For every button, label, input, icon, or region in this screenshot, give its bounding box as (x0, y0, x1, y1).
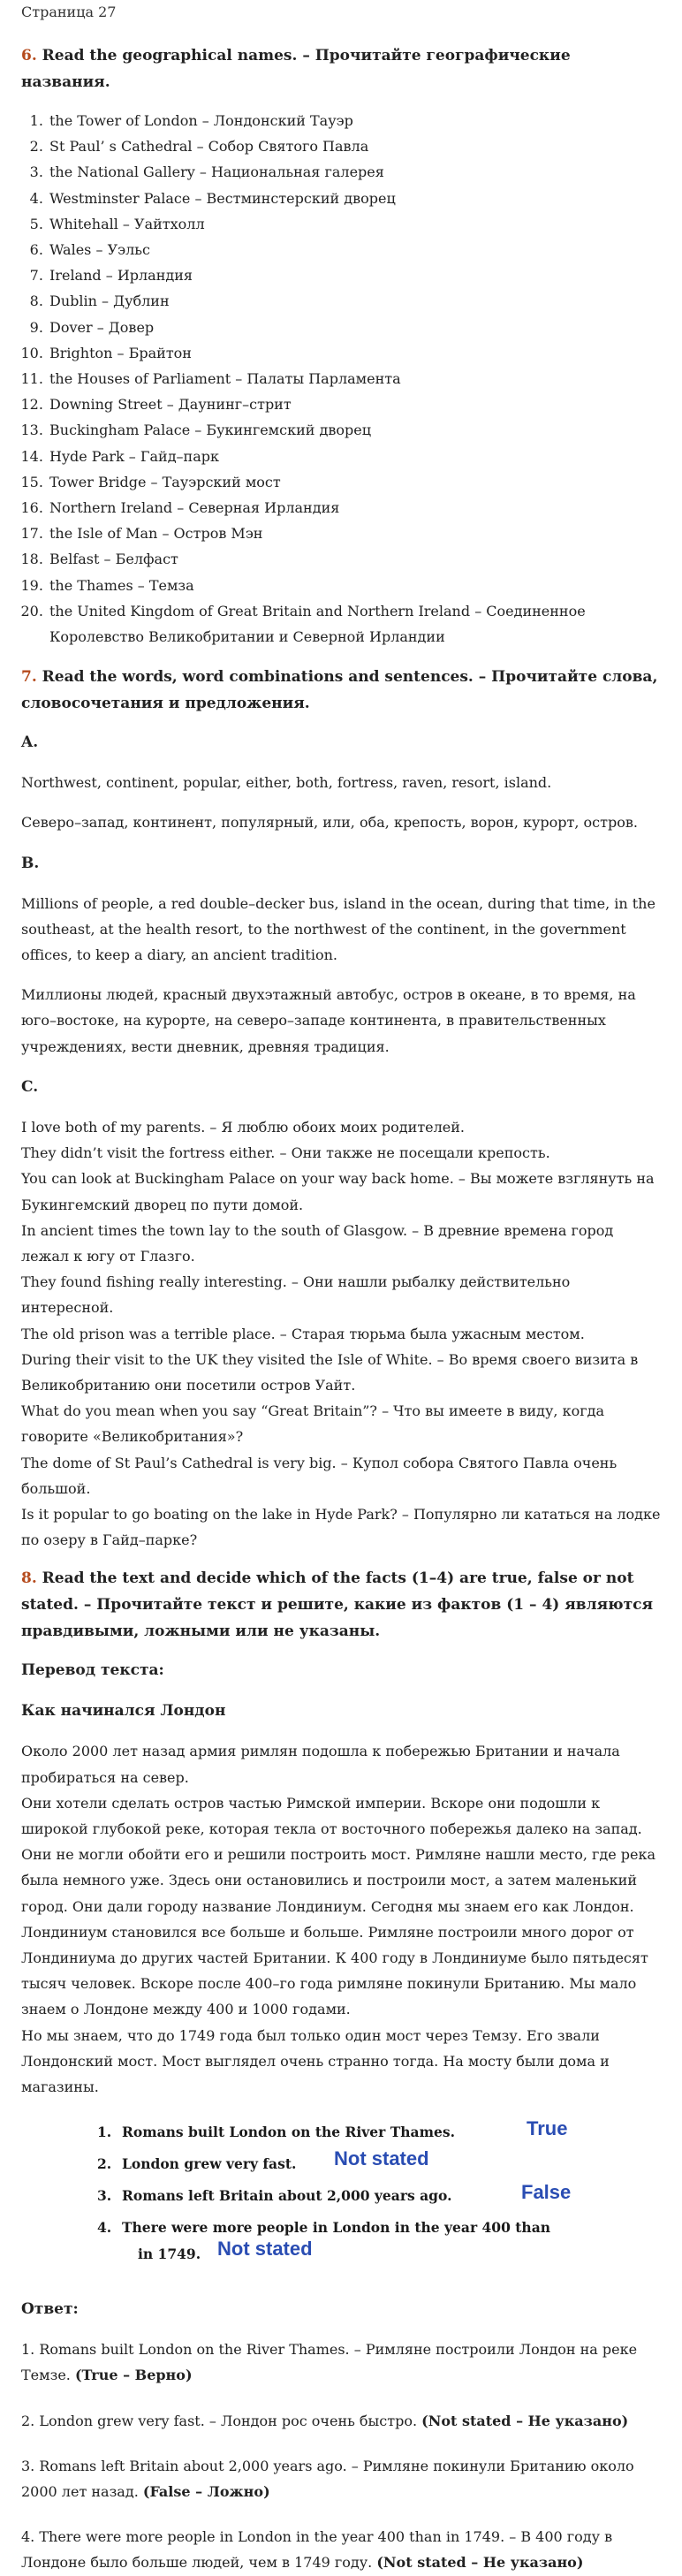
task7-title (21, 664, 661, 717)
list-item: 18. Belfast – Белфаст (48, 546, 661, 572)
story-paragraph: Но мы знаем, что до 1749 года был только один мост через Темзу. Его звали Лондонский мост. Мост выглядел очень странно тогда. На мосту были дома и магазины. (21, 2026, 610, 2095)
list-item: 2. St Paul’ s Cathedral – Собор Святого Павла (48, 133, 661, 159)
section-b-english: Millions of people, a red double–decker bus, island in the ocean, during that time, in the southeast, at the health resort, to the northwest of the continent, in the government offices, to keep a diary, an ancient tradition. (21, 894, 655, 964)
list-item: 3. the National Gallery – Национальная галерея (48, 159, 661, 185)
list-item: 10. Brighton – Брайтон (48, 340, 661, 366)
task8-number: 8. (21, 1569, 37, 1588)
fact-item: 1. Romans built London on the River Thames. (97, 2124, 455, 2141)
list-item: 14. Hyde Park – Гайд–парк (48, 444, 661, 469)
sentence-line: They found fishing really interesting. – Они нашли рыбалку действительно интересной. (21, 1273, 571, 1317)
list-item: 12. Downing Street – Даунинг–стрит (48, 391, 661, 417)
fact-answer-handwritten: Not stated (217, 2238, 313, 2261)
facts-worksheet (21, 2112, 661, 2276)
fact-answer-handwritten: Not stated (334, 2147, 429, 2170)
story-title: Как начинался Лондон (21, 1702, 226, 1721)
sentence-line: The dome of St Paul’s Cathedral is very big. – Купол собора Святого Павла очень большой. (21, 1454, 618, 1497)
task8-title-text: Read the text and decide which of the facts (1–4) are true, false or not stated. – Прочитайте текст и решите, какие из фактов (1 – 4) являются правдивыми, ложными или не указаны. (21, 1569, 654, 1641)
sentence-line: Is it popular to go boating on the lake in Hyde Park? – Популярно ли кататься на лодке по озеру в Гайд–парке? (21, 1505, 661, 1549)
section-c-sentences (21, 1114, 661, 1553)
list-item: 19. the Thames – Темза (48, 573, 661, 598)
list-item: 9. Dover – Довер (48, 315, 661, 340)
answer-item: 4. There were more people in London in the year 400 than in 1749. – В 400 году в Лондоне было больше людей, чем в 1749 году. (Not stated – Не указано) (21, 2528, 613, 2572)
sentence-line: I love both of my parents. – Я люблю обоих моих родителей. (21, 1118, 466, 1136)
task6-title-text: Read the geographical names. – Прочитайте географические названия. (21, 47, 571, 91)
fact-item: 2. London grew very fast. (97, 2155, 297, 2173)
list-item: 15. Tower Bridge – Тауэрский мост (48, 469, 661, 495)
list-item: 17. the Isle of Man – Остров Мэн (48, 521, 661, 546)
fact-answer-handwritten: False (521, 2181, 572, 2204)
list-item: 20. the United Kingdom of Great Britain and Northern Ireland – Соединенное Королевство Великобритании и Северной Ирландии (48, 598, 661, 650)
section-b-label: B. (21, 854, 40, 872)
sentence-line: You can look at Buckingham Palace on your way back home. – Вы можете взглянуть на Букингемский дворец по пути домой. (21, 1170, 655, 1213)
section-a-label: A. (21, 733, 39, 752)
task6-number: 6. (21, 47, 37, 65)
list-item: 8. Dublin – Дублин (48, 288, 661, 314)
fact-answer-handwritten: True (527, 2117, 568, 2140)
list-item: 7. Ireland – Ирландия (48, 262, 661, 288)
task7-number: 7. (21, 668, 37, 687)
fact-item-continuation: in 1749. (138, 2245, 201, 2263)
list-item: 4. Westminster Palace – Вестминстерский дворец (48, 186, 661, 211)
section-a-english: Northwest, continent, popular, either, both, fortress, raven, resort, island. (21, 774, 552, 792)
geographical-names-list (21, 108, 661, 650)
answer-item: 2. London grew very fast. – Лондон рос очень быстро. (Not stated – Не указано) (21, 2412, 629, 2429)
translation-label: Перевод текста: (21, 1661, 164, 1680)
fact-item: 3. Romans left Britain about 2,000 years ago. (97, 2187, 452, 2205)
list-item: 13. Buckingham Palace – Букингемский дворец (48, 417, 661, 443)
list-item: 6. Wales – Уэльс (48, 237, 661, 262)
sentence-line: What do you mean when you say “Great Britain”? – Что вы имеете в виду, когда говорите «Великобритания»? (21, 1402, 604, 1446)
task7-title-text: Read the words, word combinations and sentences. – Прочитайте слова, словосочетания и предложения. (21, 668, 658, 713)
answer-item: 3. Romans left Britain about 2,000 years ago. – Римляне покинули Британию около 2000 лет назад. (False – Ложно) (21, 2457, 634, 2500)
task6-title (21, 42, 661, 95)
answer-label: Ответ: (21, 2300, 79, 2319)
sentence-line: In ancient times the town lay to the south of Glasgow. – В древние времена город лежал к югу от Глазго. (21, 1221, 614, 1265)
section-a-russian: Северо–запад, континент, популярный, или, оба, крепость, ворон, курорт, остров. (21, 814, 638, 832)
list-item: 16. Northern Ireland – Северная Ирландия (48, 495, 661, 521)
sentence-line: The old prison was a terrible place. – Старая тюрьма была ужасным местом. (21, 1325, 585, 1342)
section-b-russian: Миллионы людей, красный двухэтажный автобус, остров в океане, в то время, на юго–востоке, на курорте, на северо–западе континента, в правительственных учреждениях, вести дневник, древняя традиция. (21, 986, 636, 1055)
page-number: Страница 27 (21, 4, 117, 20)
task8-title (21, 1565, 661, 1645)
story-paragraph: Они хотели сделать остров частью Римской империи. Вскоре они подошли к широкой глубокой реке, которая текла от восточного побережья далеко на запад. Они не могли обойти его и решили построить мост. Римляне нашли место, где река была немного уже. Здесь они остановились и построили мост, а затем маленький город. Они дали городу название Лондиниум. Сегодня мы знаем его как Лондон. Лондиниум становился все больше и больше. Римляне построили много дорог от Лондиниума до других частей Британии. К 400 году в Лондиниуме было пятьдесят тысяч человек. Вскоре после 400–го года римляне покинули Британию. Мы мало знаем о Лондоне между 400 и 1000 годами. (21, 1794, 656, 2018)
story-text (21, 1738, 661, 2100)
fact-item: 4. There were more people in London in the year 400 than (97, 2219, 551, 2237)
sentence-line: During their visit to the UK they visited the Isle of White. – Во время своего визита в Великобританию они посетили остров Уайт. (21, 1350, 639, 1394)
list-item: 5. Whitehall – Уайтхолл (48, 211, 661, 237)
list-item: 1. the Tower of London – Лондонский Тауэр (48, 108, 661, 133)
sentence-line: They didn’t visit the fortress either. – Они также не посещали крепость. (21, 1144, 550, 1162)
answer-item: 1. Romans built London on the River Thames. – Римляне построили Лондон на реке Темзе. (True – Верно) (21, 2341, 638, 2384)
list-item: 11. the Houses of Parliament – Палаты Парламента (48, 366, 661, 391)
section-c-label: C. (21, 1077, 39, 1096)
story-paragraph: Около 2000 лет назад армия римлян подошла к побережью Британии и начала пробираться на север. (21, 1743, 620, 1786)
